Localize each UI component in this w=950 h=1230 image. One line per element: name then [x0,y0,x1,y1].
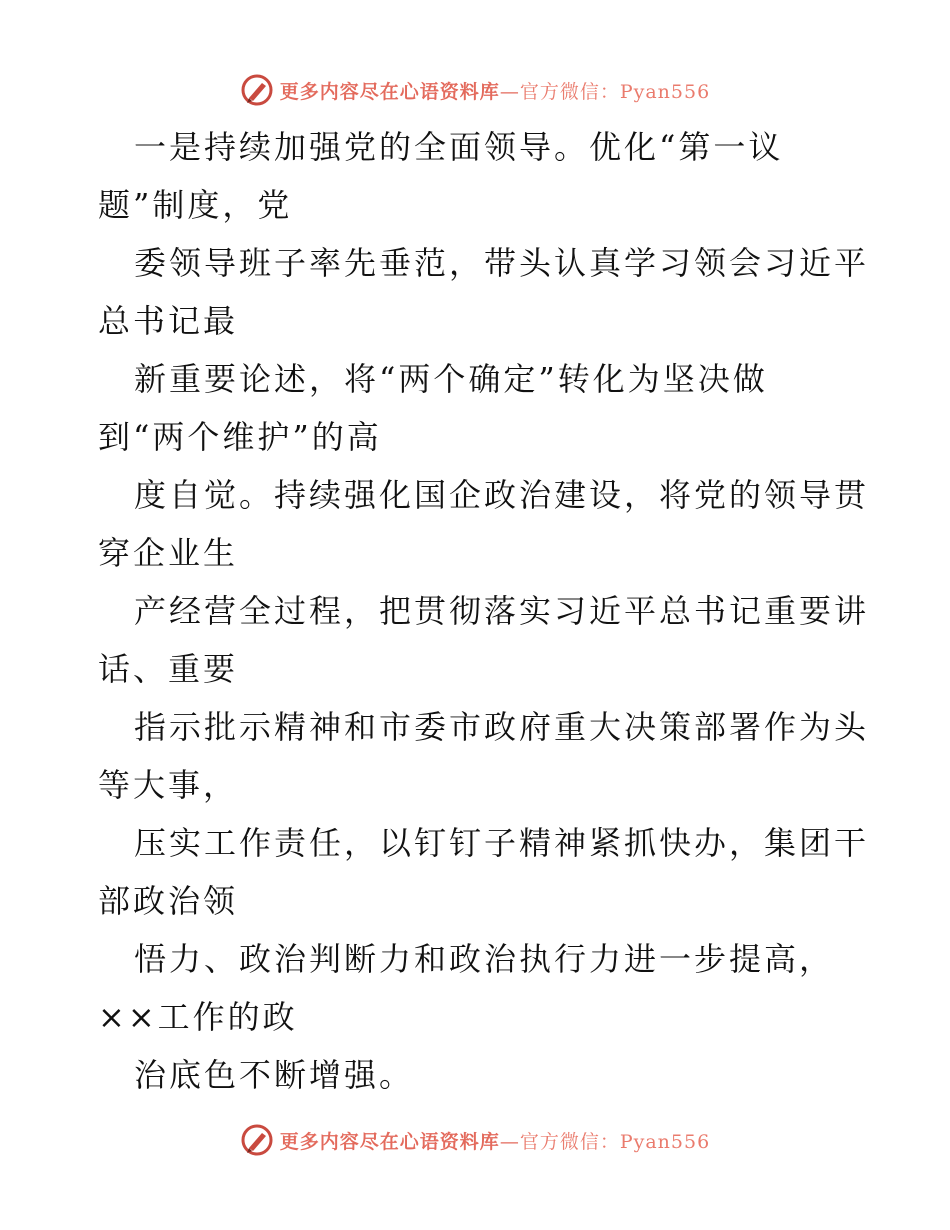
pen-logo-icon [240,1123,274,1157]
footer-watermark [0,1120,950,1160]
text-line: ××工作的政 [98,998,298,1036]
text-line: 悟力、政治判断力和政治执行力进一步提高， [134,940,835,978]
watermark-main: 更多内容尽在心语资料库 [279,80,500,103]
text-line: 话、重要 [98,650,239,688]
pen-logo-icon [240,73,274,107]
text-line: 部政治领 [98,882,239,920]
watermark-main: 更多内容尽在心语资料库 [279,1130,500,1153]
header-watermark [0,70,950,110]
text-line: 题”制度，党 [98,186,293,224]
text-line: 度自觉。持续强化国企政治建设，将党的领导贯 [134,476,870,514]
watermark-wechat: 官方微信： [519,80,620,103]
text-line: 委领导班子率先垂范，带头认真学习领会习近平 [134,244,870,282]
text-line: 穿企业生 [98,534,239,572]
text-line: 到“两个维护”的高 [98,418,382,456]
watermark-id: Pyan556 [619,1130,711,1153]
watermark-dash: — [499,1130,520,1153]
text-line: 压实工作责任，以钉钉子精神紧抓快办，集团干 [134,824,870,862]
watermark-text [280,77,710,104]
text-line: 等大事， [98,766,239,804]
text-line: 总书记最 [98,302,239,340]
text-line: 治底色不断增强。 [134,1056,415,1094]
text-line: 指示批示精神和市委市政府重大决策部署作为头 [134,708,870,746]
text-line: 一是持续加强党的全面领导。优化“第一议 [134,128,784,166]
watermark-dash: — [499,80,520,103]
watermark-wechat: 官方微信： [519,1130,620,1153]
text-line: 新重要论述，将“两个确定”转化为坚决做 [134,360,768,398]
text-line: 产经营全过程，把贯彻落实习近平总书记重要讲 [134,592,870,630]
watermark-id: Pyan556 [619,80,711,103]
watermark-text [280,1127,710,1154]
